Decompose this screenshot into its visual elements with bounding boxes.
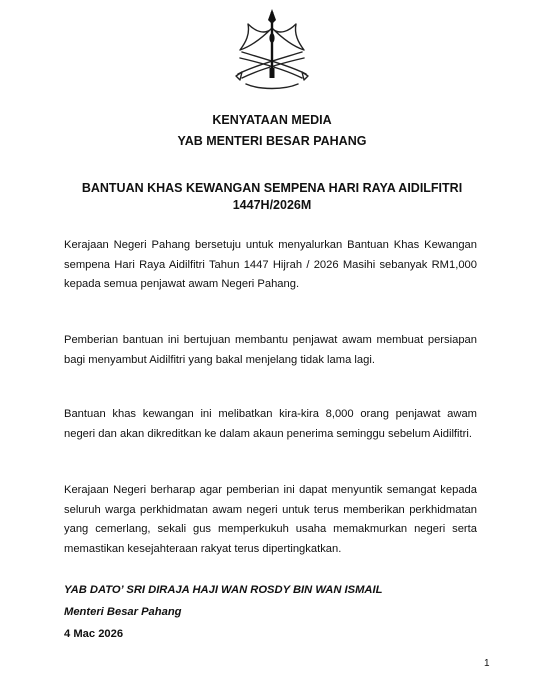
release-date: 4 Mac 2026 [64,628,124,640]
title-line-1: BANTUAN KHAS KEWANGAN SEMPENA HARI RAYA AIDILFITRI [81,181,463,195]
signatory-name: YAB DATO’ SRI DIRAJA HAJI WAN ROSDY BIN WAN ISMAIL [64,584,383,596]
signatory-title: Menteri Besar Pahang [64,606,182,618]
header-line-2: YAB MENTERI BESAR PAHANG [177,134,367,148]
body-paragraph-2: Pemberian bantuan ini bertujuan membantu penjawat awam membuat persiapan bagi menyambut Aidilfitri yang bakal menjelang tidak lama lagi. [64,334,477,366]
body-paragraph-4: Kerajaan Negeri berharap agar pemberian ini dapat menyuntik semangat kepada seluruh warga perkhidmatan awam negeri untuk terus memberikan perkhidmatan yang cemerlang, sekali gus memperkukuh usaha memakmurkan negeri serta memastikan kesejahteraan rakyat terus dipertingkatkan. [64,484,477,555]
pahang-state-crest-icon [232,8,312,94]
title-line-2: 1447H/2026M [232,198,312,212]
body-paragraph-3: Bantuan khas kewangan ini melibatkan kira-kira 8,000 orang penjawat awam negeri dan akan dikreditkan ke dalam akaun penerima seminggu sebelum Aidilfitri. [64,408,477,440]
page-number: 1 [484,658,490,669]
body-paragraph-1: Kerajaan Negeri Pahang bersetuju untuk menyalurkan Bantuan Khas Kewangan sempena Hari Raya Aidilfitri Tahun 1447 Hijrah / 2026 Masihi sebanyak RM1,000 kepada semua penjawat awam Negeri Pahang. [64,239,477,290]
document-title [0,180,544,214]
header-line-1: KENYATAAN MEDIA [212,113,332,127]
